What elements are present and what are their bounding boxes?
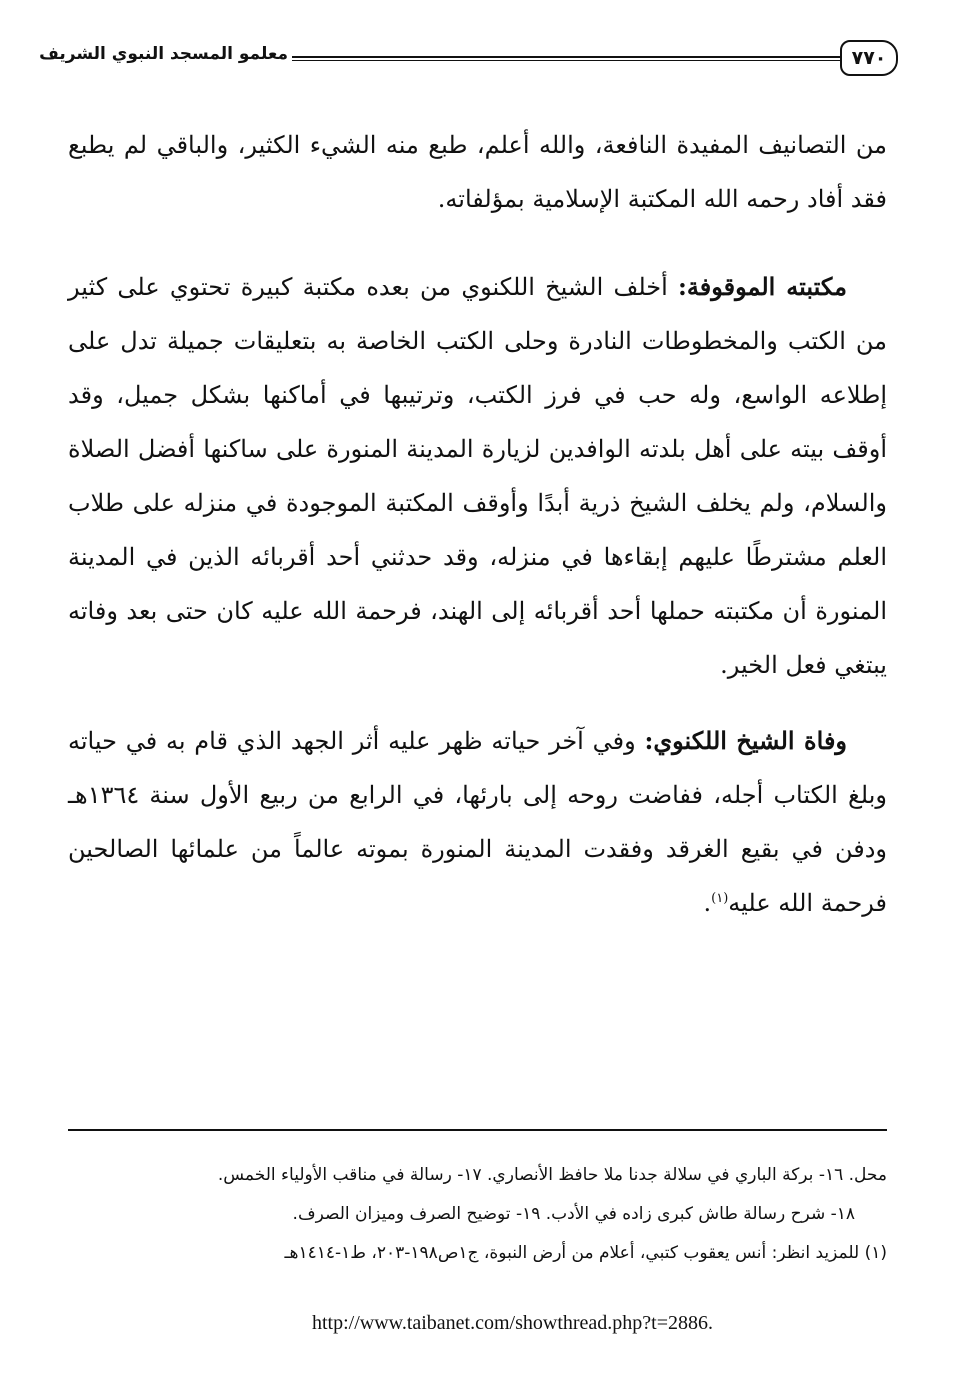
page-number: ٧٧٠	[840, 40, 898, 76]
footnote-line-2: ١٨- شرح رسالة طاش كبرى زاده في الأدب. ١٩- توضيح الصرف وميزان الصرف.	[292, 1204, 855, 1224]
library-text: أخلف الشيخ اللكنوي من بعده مكتبة كبيرة تحتوي على كثير من الكتب والمخطوطات النادرة وحلى الكتب الخاصة به بتعليقات جميلة تدل على إطلاعه الواسع، وله حب في فرز الكتب، وترتيبها في أماكنها بشكل جميل، وقد أوقف بيته على أهل بلدته الوافدين لزيارة المدينة المنورة على ساكنها أفضل الصلاة والسلام، ولم يخلف الشيخ ذرية أبدًا وأوقف المكتبة الموجودة في منزله على طلاب العلم مشترطًا عليهم إبقاءها في منزله، وقد حدثني أحد أقربائه الذين في المدينة المنورة أن مكتبته حملها أحد أقربائه إلى الهند، فرحمة الله عليه كان حتى بعد وفاته يبتغي فعل الخير.	[68, 273, 888, 679]
paragraph-1: من التصانيف المفيدة النافعة، والله أعلم، طبع منه الشيء الكثير، والباقي لم يطبع فقد أفاد رحمه الله المكتبة الإسلامية بمؤلفاته.	[68, 131, 887, 213]
death-heading: وفاة الشيخ اللكنوي:	[644, 726, 847, 755]
page-header	[39, 36, 898, 80]
running-title: معلمو المسجد النبوي الشريف	[39, 44, 288, 64]
footnote-reference[interactable]: (١)	[711, 891, 729, 906]
footnote-separator	[68, 1129, 887, 1131]
library-heading: مكتبته الموقوفة:	[678, 272, 847, 301]
footnote-line-3: (١) للمزيد انظر: أنس يعقوب كتبي، أعلام من أرض النبوة، ج١ص١٩٨-٢٠٣، ط١-١٤١٤هـ	[284, 1243, 887, 1263]
footnote-line-1: محل. ١٦- بركة الباري في سلالة جدنا ملا حافظ الأنصاري. ١٧- رسالة في مناقب الأولياء الخمس.	[217, 1165, 887, 1185]
death-text: وفي آخر حياته ظهر عليه أثر الجهد الذي قام به في حياته وبلغ الكتاب أجله، ففاضت روحه إلى بارئها، في الرابع من ربيع الأول سنة ١٣٦٤هـ ودفن في بقيع الغرقد وفقدت المدينة المنورة بموته عالماً من علمائها الصالحين فرحمة الله عليه	[68, 727, 887, 917]
paragraph-library	[68, 260, 887, 692]
footnote-url-link[interactable]: http://www.taibanet.com/showthread.php?t=2886.	[312, 1312, 714, 1334]
header-rule	[292, 56, 840, 61]
main-text	[68, 118, 887, 952]
footnotes	[62, 1160, 887, 1277]
death-text-end: .	[703, 889, 712, 917]
paragraph-death	[68, 714, 887, 930]
